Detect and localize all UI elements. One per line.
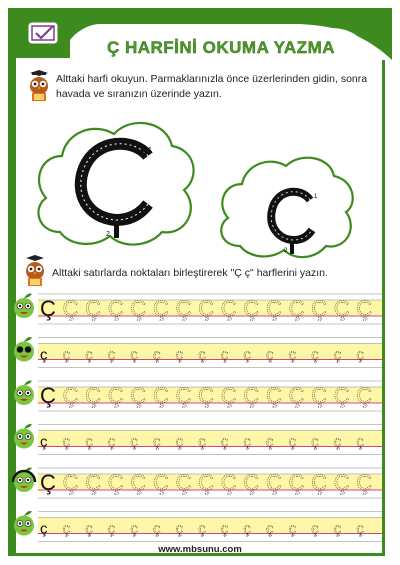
practice-letter: ç [356, 346, 364, 364]
instruction-1: Alttaki harfi okuyun. Parmaklarınızla önce üzerlerinden gidin, sonra havada ve sıranızın üzerinde yazın. [56, 73, 368, 100]
checkmark-box-icon [26, 20, 62, 46]
practice-letter: Ç [243, 383, 260, 408]
practice-letter: ç [40, 433, 48, 451]
practice-letter: ç [311, 346, 319, 364]
practice-letter: Ç [85, 470, 102, 495]
cloud-lowercase [214, 148, 360, 262]
practice-letter: Ç [153, 296, 169, 321]
footer-url: www.mbsunu.com [158, 544, 242, 555]
practice-letter: ç [333, 433, 342, 451]
practice-letter: ç [130, 433, 138, 451]
practice-letter: ç [40, 346, 48, 364]
practice-letter: ç [153, 520, 161, 538]
practice-letter: Ç [175, 296, 192, 321]
practice-letter: ç [333, 346, 342, 364]
practice-letter: ç [198, 520, 206, 538]
practice-letter: Ç [153, 470, 169, 495]
cloud-uppercase [30, 112, 200, 252]
practice-letter: Ç [356, 383, 373, 408]
practice-letter: Ç [85, 383, 102, 408]
practice-letter: ç [85, 433, 93, 451]
practice-row [38, 338, 382, 368]
practice-letter: ç [107, 433, 116, 451]
practice-letter: ç [107, 346, 116, 364]
practice-letter: Ç [243, 470, 260, 495]
practice-letter: ç [220, 433, 229, 451]
owl-teacher-icon [26, 70, 52, 104]
practice-letter: Ç [220, 383, 237, 408]
practice-letter: ç [288, 520, 297, 538]
practice-letter: ç [243, 433, 251, 451]
practice-letter: ç [311, 520, 319, 538]
practice-letter: Ç [311, 470, 328, 495]
practice-letter: Ç [266, 296, 282, 321]
practice-letter: ç [356, 520, 364, 538]
practice-letter: ç [288, 433, 297, 451]
practice-letter: ç [130, 520, 138, 538]
practice-letter: Ç [333, 383, 350, 408]
practice-letter: ç [266, 346, 274, 364]
practice-letter: Ç [356, 470, 373, 495]
practice-letter: Ç [40, 470, 56, 495]
instruction-2: Alttaki satırlarda noktaları birleştirerek "Ç ç" harflerini yazın. [52, 267, 328, 279]
practice-letter: ç [198, 433, 206, 451]
practice-letter: ç [85, 346, 93, 364]
practice-letter: ç [85, 520, 93, 538]
practice-letter: Ç [288, 383, 305, 408]
svg-text:2: 2 [284, 248, 288, 254]
practice-letter: ç [153, 346, 161, 364]
practice-letter: Ç [40, 296, 56, 321]
practice-letter: ç [333, 520, 342, 538]
practice-letter: Ç [333, 470, 350, 495]
practice-letter: ç [288, 346, 297, 364]
practice-letter: Ç [288, 470, 305, 495]
practice-letter: Ç [153, 383, 169, 408]
practice-letter: ç [198, 346, 206, 364]
practice-letter: ç [153, 433, 161, 451]
practice-row [38, 381, 382, 411]
practice-letter: ç [266, 520, 274, 538]
practice-letter: ç [220, 346, 229, 364]
practice-row [38, 294, 382, 324]
practice-letter: Ç [356, 296, 373, 321]
glasses-apple-icon [14, 294, 34, 319]
practice-letter: Ç [175, 470, 192, 495]
practice-letter: Ç [130, 383, 147, 408]
practice-letter: ç [266, 433, 274, 451]
practice-letter: Ç [198, 470, 215, 495]
practice-letter: Ç [107, 470, 124, 495]
practice-row [38, 512, 382, 542]
practice-rows [10, 290, 390, 550]
practice-letter: ç [62, 346, 71, 364]
practice-letter: Ç [266, 383, 282, 408]
practice-letter: Ç [62, 383, 79, 408]
practice-letter: ç [130, 346, 138, 364]
practice-letter: ç [243, 346, 251, 364]
practice-letter: Ç [62, 296, 79, 321]
svg-text:2: 2 [106, 231, 110, 238]
practice-row [38, 425, 382, 455]
practice-letter: Ç [40, 383, 56, 408]
owl-teacher-icon [22, 255, 48, 289]
headphones-apple-icon [13, 468, 35, 493]
practice-letter: ç [175, 346, 184, 364]
practice-letter: ç [356, 433, 364, 451]
page-title: Ç HARFİNİ OKUMA YAZMA [106, 38, 336, 57]
practice-letter: ç [107, 520, 116, 538]
svg-text:1: 1 [314, 194, 318, 200]
practice-letter: Ç [85, 296, 102, 321]
practice-letter: ç [175, 520, 184, 538]
practice-letter: Ç [62, 470, 79, 495]
practice-letter: Ç [311, 383, 328, 408]
practice-letter: Ç [107, 296, 124, 321]
sunglasses-apple-icon [14, 337, 34, 362]
practice-letter: Ç [288, 296, 305, 321]
practice-letter: Ç [266, 470, 282, 495]
practice-letter: Ç [130, 296, 147, 321]
apple-icon [14, 424, 34, 449]
smiling-apple-icon [14, 511, 34, 536]
practice-letter: Ç [243, 296, 260, 321]
practice-letter: ç [220, 520, 229, 538]
svg-text:1: 1 [148, 147, 152, 154]
3d-glasses-apple-icon [14, 381, 34, 406]
practice-letter: Ç [198, 383, 215, 408]
practice-row [38, 468, 382, 498]
practice-letter: ç [62, 433, 71, 451]
practice-letter: ç [40, 520, 48, 538]
practice-letter: Ç [311, 296, 328, 321]
practice-letter: Ç [333, 296, 350, 321]
practice-letter: ç [175, 433, 184, 451]
practice-letter: Ç [107, 383, 124, 408]
practice-letter: Ç [198, 296, 215, 321]
practice-letter: ç [311, 433, 319, 451]
practice-letter: Ç [220, 296, 237, 321]
practice-letter: Ç [220, 470, 237, 495]
practice-letter: ç [62, 520, 71, 538]
practice-letter: Ç [130, 470, 147, 495]
practice-letter: ç [243, 520, 251, 538]
practice-letter: Ç [175, 383, 192, 408]
